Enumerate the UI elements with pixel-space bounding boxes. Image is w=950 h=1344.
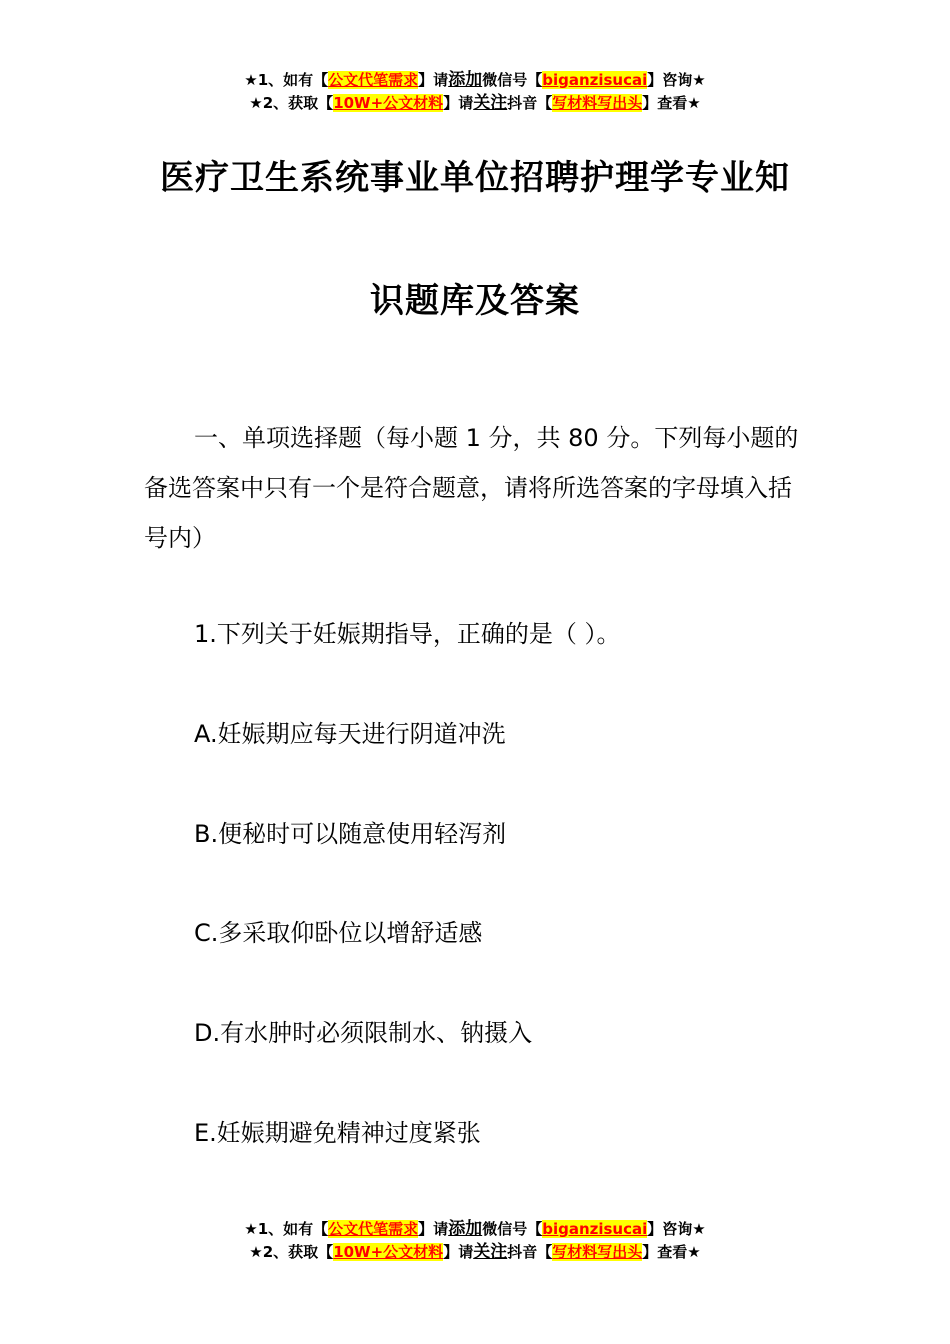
promo-footer-line-1-emphasis: 添加 [448,1219,483,1239]
section-intro: 一、单项选择题（每小题 1 分，共 80 分。下列每小题的备选答案中只有一个是符合题意，请将所选答案的字母填入括号内） [144,424,799,552]
promo-line-1-prefix: ★1、如有【 [244,71,329,89]
option-c: C.多采取仰卧位以增舒适感 [194,919,483,947]
option-d: D.有水肿时必须限制水、钠摄入 [194,1019,533,1047]
promo-footer-line-2-douyin-id: 写材料写出头 [552,1243,643,1261]
document-title-line-2: 识题库及答案 [370,281,580,321]
promo-line-1-mid2: 微信号【 [482,71,543,89]
promo-footer-line-2 [0,1241,950,1264]
promo-footer-line-2-mid2: 抖音【 [507,1243,553,1261]
promo-footer-line-1-wechat-id: biganzisucai [542,1220,648,1238]
promo-line-1-emphasis: 添加 [448,70,483,90]
promo-footer [0,1218,950,1264]
promo-line-2-highlight-materials: 10W+公文材料 [333,94,444,112]
promo-line-1-suffix: 】咨询★ [647,71,706,89]
promo-line-1-mid: 】请 [418,71,449,89]
promo-footer-line-2-prefix: ★2、获取【 [249,1243,334,1261]
promo-line-2-emphasis: 关注 [473,93,508,113]
promo-footer-line-1-mid2: 微信号【 [482,1220,543,1238]
promo-footer-line-2-mid: 】请 [443,1243,474,1261]
promo-line-2-suffix: 】查看★ [642,94,701,112]
promo-footer-line-1-prefix: ★1、如有【 [244,1220,329,1238]
promo-line-2-douyin-id: 写材料写出头 [552,94,643,112]
promo-footer-line-1-highlight-service: 公文代笔需求 [328,1220,419,1238]
option-b: B.便秘时可以随意使用轻泻剂 [194,820,507,848]
promo-line-2-mid2: 抖音【 [507,94,553,112]
promo-footer-line-2-suffix: 】查看★ [642,1243,701,1261]
promo-line-1 [0,69,950,92]
question-stem: 1.下列关于妊娠期指导，正确的是（ ）。 [194,620,621,648]
promo-footer-line-1-suffix: 】咨询★ [647,1220,706,1238]
option-e: E.妊娠期避免精神过度紧张 [194,1119,481,1147]
option-a: A.妊娠期应每天进行阴道冲洗 [194,720,506,748]
promo-line-1-highlight-service: 公文代笔需求 [328,71,419,89]
promo-line-1-wechat-id: biganzisucai [542,71,648,89]
promo-footer-line-1-mid: 】请 [418,1220,449,1238]
promo-line-2 [0,92,950,115]
promo-footer-line-2-highlight-materials: 10W+公文材料 [333,1243,444,1261]
document-title-line-1: 医疗卫生系统事业单位招聘护理学专业知 [160,158,790,198]
promo-footer-line-1 [0,1218,950,1241]
promo-line-2-mid: 】请 [443,94,474,112]
promo-footer-line-2-emphasis: 关注 [473,1242,508,1262]
promo-line-2-prefix: ★2、获取【 [249,94,334,112]
promo-header [0,69,950,115]
